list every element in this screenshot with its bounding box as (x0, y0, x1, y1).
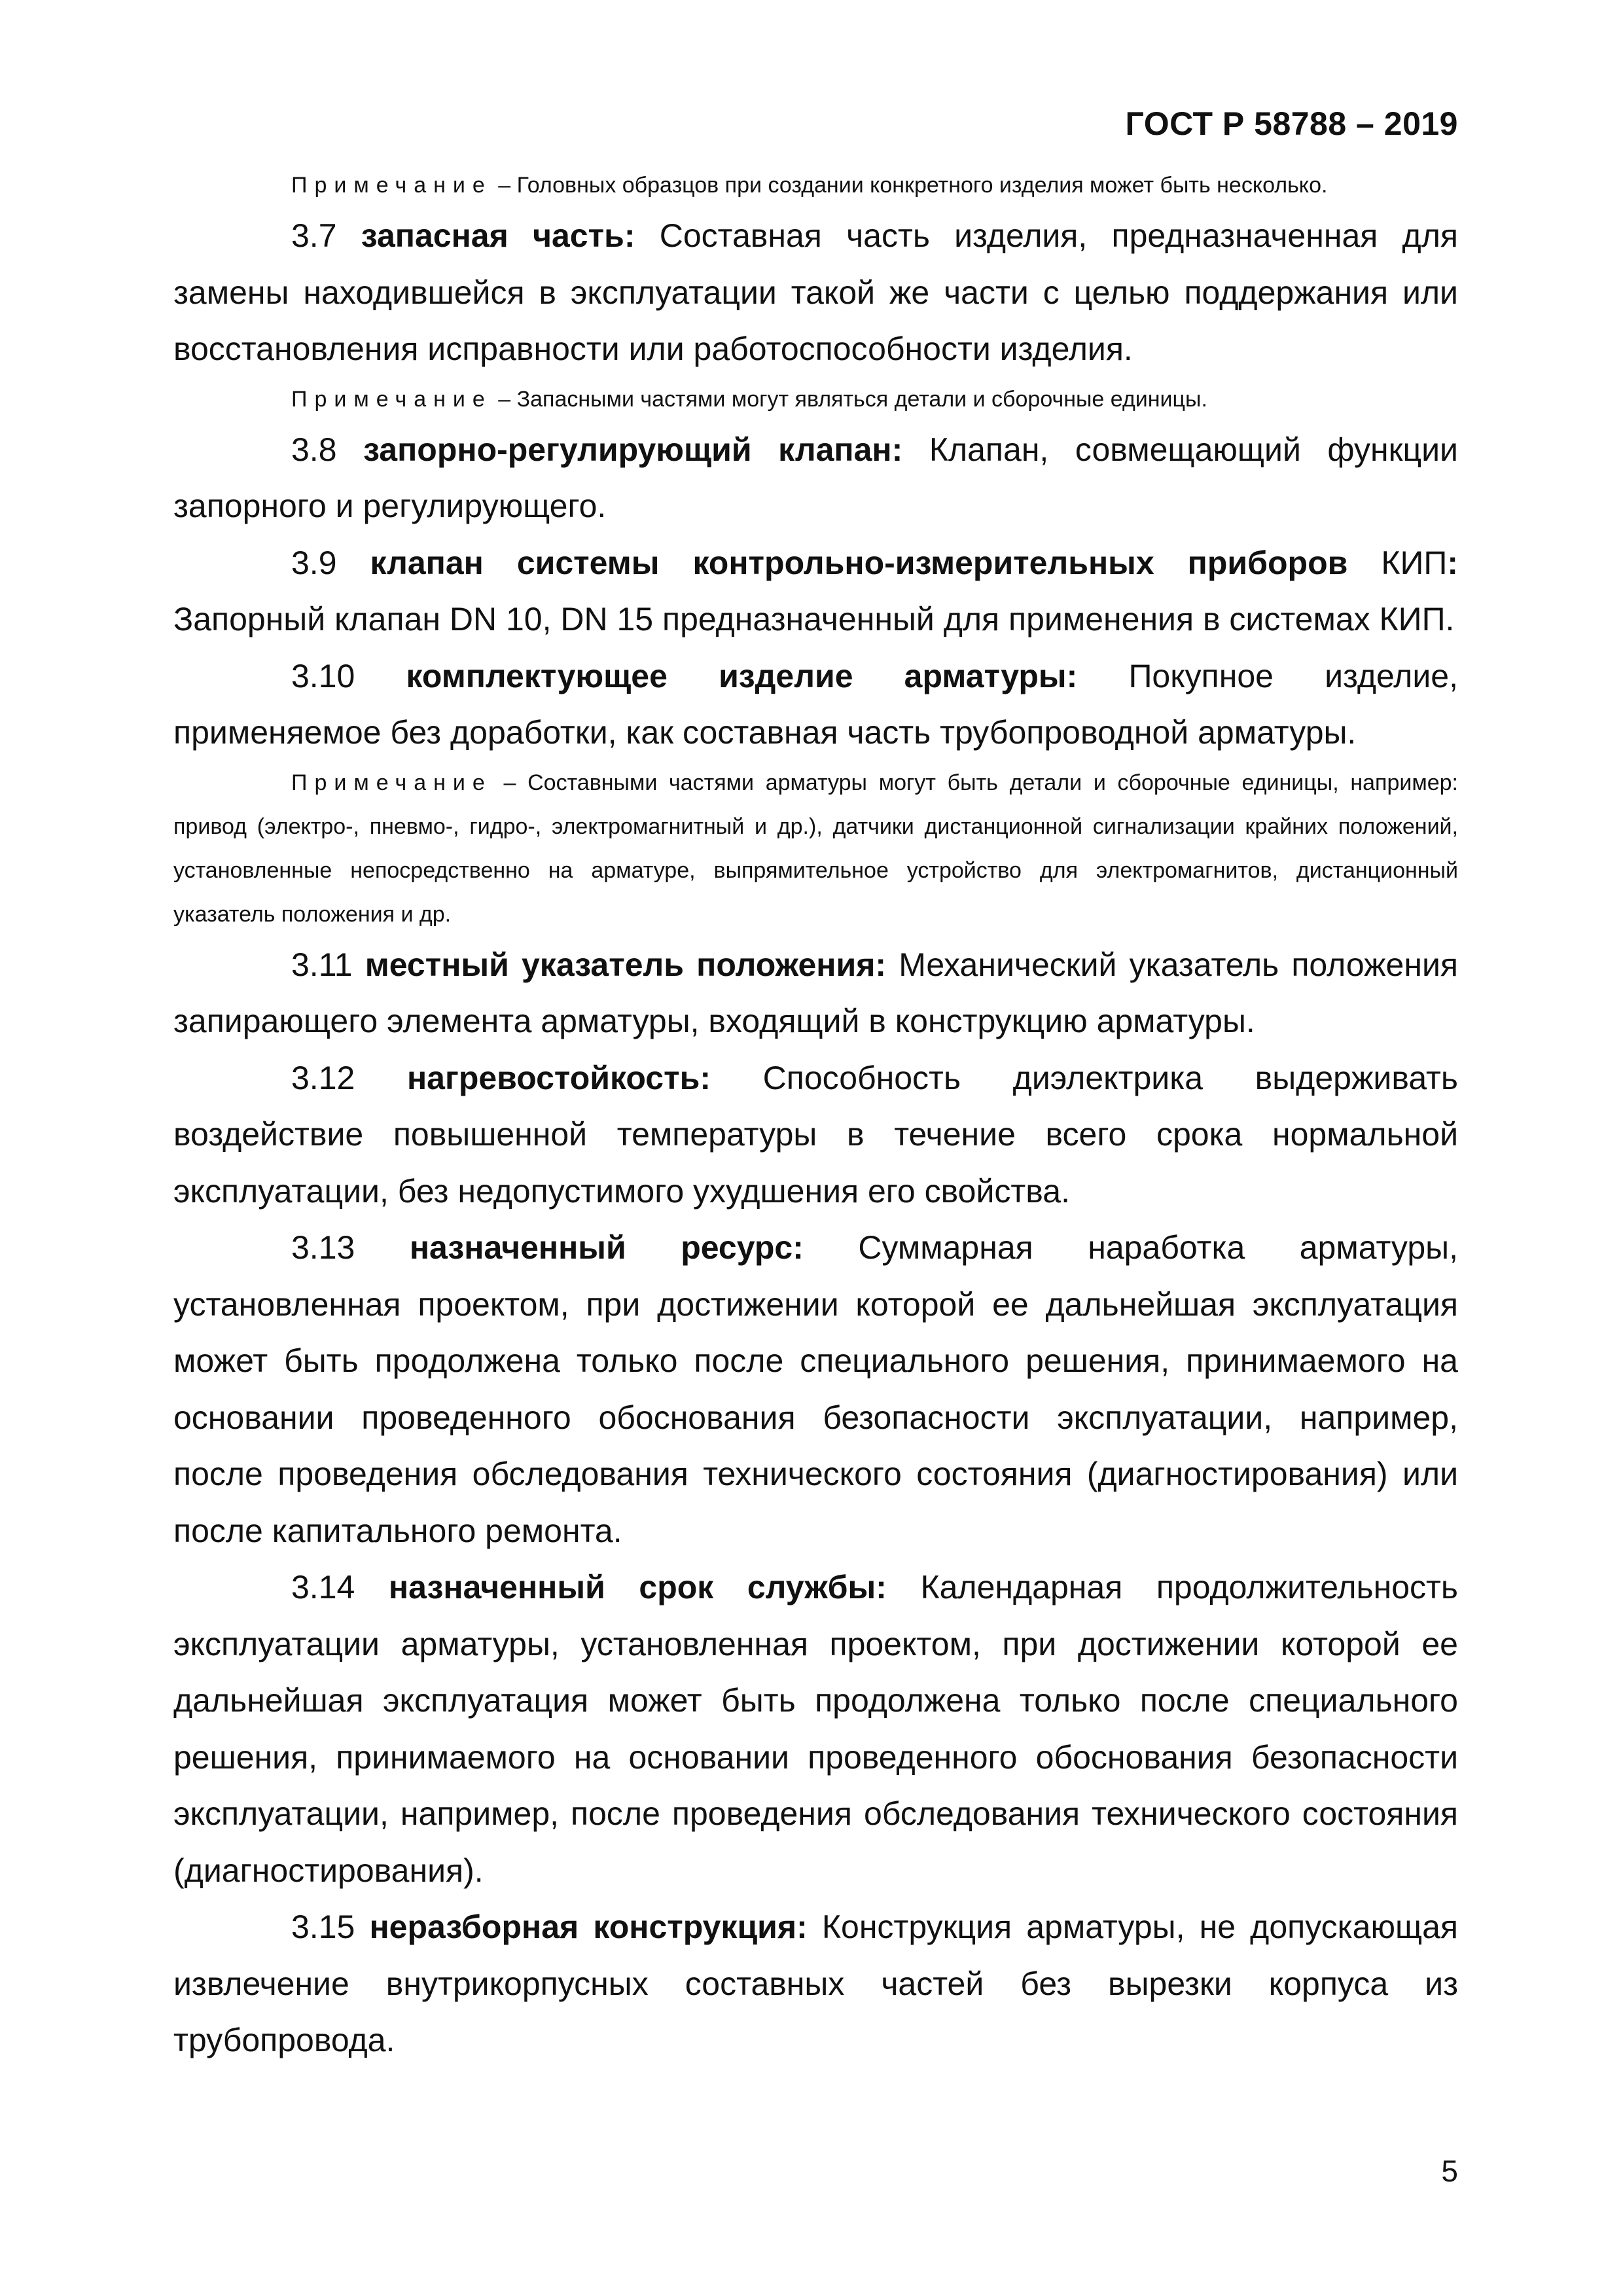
term-name: запасная часть: (361, 217, 635, 254)
note-label: Примечание (291, 770, 492, 795)
standard-header: ГОСТ Р 58788 – 2019 (1125, 105, 1458, 142)
term-definition: Составная часть изделия, предназначенная для замены находившейся в эксплуатации такой же части с целью поддержания или восстановления исправности или работоспособности изделия. (173, 217, 1458, 367)
term-name: клапан системы контрольно-измерительных приборов (370, 544, 1348, 581)
note-paragraph (173, 378, 1458, 422)
term-number: 3.10 (291, 657, 355, 694)
term-name: местный указатель положения: (365, 946, 887, 983)
term-entry-3-10 (173, 648, 1458, 761)
term-entry-3-8 (173, 422, 1458, 535)
term-number: 3.11 (291, 946, 353, 983)
term-name: назначенный срок службы: (388, 1569, 887, 1605)
term-entry-3-15 (173, 1899, 1458, 2069)
term-definition: Конструкция арматуры, не допускающая извлечение внутрикорпусных составных частей без вырезки корпуса из трубопровода. (173, 1909, 1458, 2058)
term-definition: Клапан, совмещающий функции запорного и регулирующего. (173, 431, 1458, 524)
term-entry-3-9 (173, 535, 1458, 648)
term-number: 3.12 (291, 1059, 355, 1096)
term-entry-3-12 (173, 1050, 1458, 1220)
term-number: 3.7 (291, 217, 337, 254)
term-colon: : (1447, 544, 1458, 581)
term-name: нагревостойкость: (406, 1059, 711, 1096)
note-paragraph (173, 761, 1458, 937)
term-definition: Механический указатель положения запирающего элемента арматуры, входящий в конструкцию арматуры. (173, 946, 1458, 1039)
term-number: 3.13 (291, 1229, 355, 1266)
term-name: комплектующее изделие арматуры: (406, 657, 1078, 694)
note-label: Примечание (291, 386, 492, 412)
term-entry-3-13 (173, 1219, 1458, 1559)
document-body (173, 164, 1458, 2069)
term-definition: Суммарная наработка арматуры, установленная проектом, при достижении которой ее дальнейшая эксплуатация может быть продолжена только после специального решения, принимаемого на основании проведенного обоснования безопасности эксплуатации, например, после проведения обследования технического состояния (диагностирования) или после капитального ремонта. (173, 1229, 1458, 1549)
term-definition: Календарная продолжительность эксплуатации арматуры, установленная проектом, при достижении которой ее дальнейшая эксплуатация может быть продолжена только после специального решения, принимаемого на основании проведенного обоснования безопасности эксплуатации, например, после проведения обследования технического состояния (диагностирования). (173, 1569, 1458, 1889)
term-number: 3.8 (291, 431, 337, 468)
term-entry-3-11 (173, 937, 1458, 1050)
term-definition: Способность диэлектрика выдерживать воздействие повышенной температуры в течение всего срока нормальной эксплуатации, без недопустимого ухудшения его свойства. (173, 1059, 1458, 1210)
note-label: Примечание (291, 173, 492, 198)
term-name: неразборная конструкция: (369, 1909, 808, 1945)
term-abbreviation: КИП (1381, 544, 1448, 581)
term-entry-3-7 (173, 207, 1458, 378)
term-definition: Покупное изделие, применяемое без доработки, как составная часть трубопроводной арматуры. (173, 657, 1458, 751)
note-text: Запасными частями могут являться детали и сборочные единицы. (516, 386, 1207, 412)
term-name: назначенный ресурс: (409, 1229, 804, 1266)
term-entry-3-14 (173, 1559, 1458, 1899)
term-number: 3.15 (291, 1909, 355, 1945)
note-dash: – (491, 386, 517, 412)
term-number: 3.14 (291, 1569, 355, 1605)
note-paragraph (173, 164, 1458, 207)
term-definition: Запорный клапан DN 10, DN 15 предназначенный для применения в системах КИП. (173, 601, 1455, 637)
note-dash: – (491, 770, 528, 795)
note-text: Головных образцов при создании конкретного изделия может быть несколько. (516, 173, 1328, 198)
note-text: Составными частями арматуры могут быть детали и сборочные единицы, например: привод (электро-, пневмо-, гидро-, электромагнитный и др.), датчики дистанционной сигнализации крайних положений, установленные непосредственно на арматуре, выпрямительное устройство для электромагнитов, дистанционный указатель положения и др. (173, 770, 1458, 927)
note-dash: – (491, 173, 517, 198)
term-number: 3.9 (291, 544, 337, 581)
page-number: 5 (1441, 2154, 1458, 2188)
term-name: запорно-регулирующий клапан: (363, 431, 903, 468)
